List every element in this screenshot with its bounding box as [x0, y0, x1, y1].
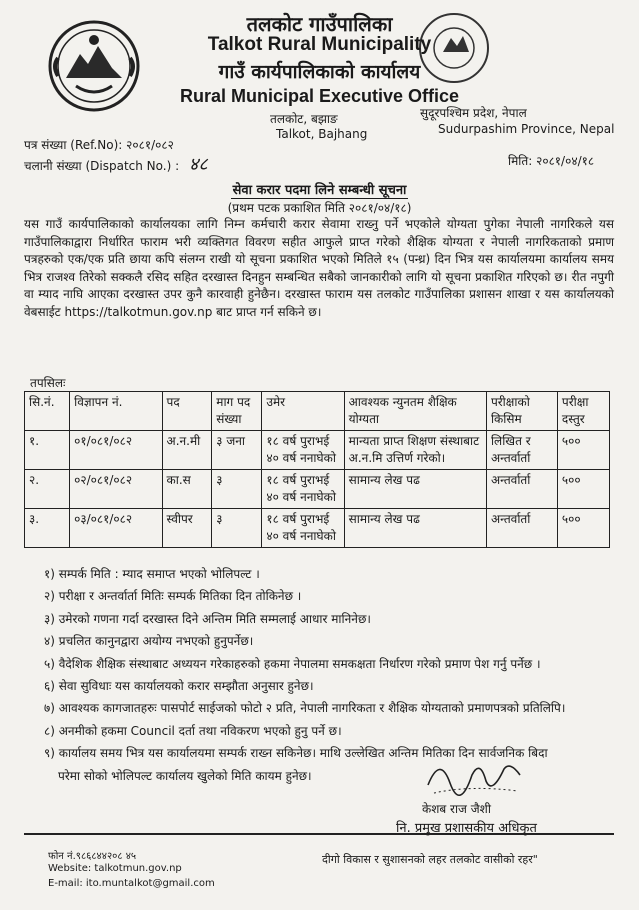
office-name-np: तलकोट गाउँपालिका [246, 12, 393, 36]
notice-date: मिति: २०८१/०४/१८ [508, 154, 595, 168]
note-item: ७) आवश्यक कागजातहरुः पासपोर्ट साईजको फोटो २ प्रति, नेपाली नागरिकता र शैक्षिक योग्यताको प्रमाणपत्रको प्रतिलिपि। [44, 701, 566, 716]
table-row [25, 431, 610, 470]
province-np: सुदूरपश्चिम प्रदेश, नेपाल [420, 106, 527, 120]
note-item: ४) प्रचलित कानुनद्वारा अयोग्य नभएको हुनुपर्नेछ। [44, 634, 254, 649]
exec-office-en: Rural Municipal Executive Office [179, 86, 460, 106]
cell-ad-no: ०१/०८१/०८२ [70, 431, 162, 470]
signature-icon [420, 745, 530, 805]
office-name-en: Talkot Rural Municipality [207, 34, 432, 55]
cell-fee: ५०० [557, 470, 609, 509]
cell-count: ३ [212, 470, 262, 509]
cell-count: ३ [212, 509, 262, 548]
dispatch-label: चलानी संख्या (Dispatch No.) : [24, 159, 180, 173]
dispatch-value: ४८ [188, 154, 208, 175]
note-item: परेमा सोको भोलिपल्ट कार्यालय खुलेको मिति कायम हुनेछ। [58, 768, 312, 783]
note-item: ६) सेवा सुविधाः यस कार्यालयको करार सम्झौता अनुसार हुनेछ। [44, 679, 314, 694]
col-header-fee: परीक्षा दस्तुर [557, 392, 609, 431]
province-en: Sudurpashim Province, Nepal [438, 122, 615, 136]
cell-count: ३ जना [212, 431, 262, 470]
cell-exam-type: अन्तर्वार्ता [486, 470, 557, 509]
col-header-age: उमेर [262, 392, 344, 431]
notice-subtitle: (प्रथम पटक प्रकाशित मिति २०८१/०४/१८) [227, 201, 412, 215]
address-en: Talkot, Bajhang [276, 127, 368, 141]
cell-post: का.स [162, 470, 212, 509]
table-row [25, 470, 610, 509]
col-header-post: पद [162, 392, 212, 431]
col-header-count: माग पद संख्या [212, 392, 262, 431]
footer-phone: फोन नं.९८६८४४२०८ ४५ [48, 851, 137, 862]
cell-post: अ.न.मी [162, 431, 212, 470]
footer-website: Website: talkotmun.gov.np [48, 863, 182, 874]
footer-divider [24, 833, 614, 835]
note-item: १) सम्पर्क मिति : म्याद समाप्त भएको भोलिपल्ट । [44, 567, 260, 581]
cell-fee: ५०० [557, 509, 609, 548]
exec-office-np: गाउँ कार्यपालिकाको कार्यालय [218, 61, 421, 83]
cell-age: १८ वर्ष पुराभई ४० वर्ष ननाघेको [262, 509, 344, 548]
signatory-title: नि. प्रमुख प्रशासकीय अधिकृत [396, 821, 537, 836]
address-np: तलकोट, बझाङ [270, 112, 338, 126]
cell-sn: १. [25, 431, 70, 470]
cell-qualification: सामान्य लेख पढ [344, 470, 486, 509]
notice-body: यस गाउँ कार्यपालिकाको कार्यालयका लागि निम्न कर्मचारी करार सेवामा राख्नु पर्ने भएकोले योग्यता पुगेका नेपाली नागरिकले यस गाउँपालिकाद्वारा निर्धारित फाराम भरी व्यक्तिगत विवरण सहीत आफुले प्राप्त गरेको शैक्षिक योग्यता र नेपाली नागरिकताको प्रमाण पत्रहरुको एक/एक प्रति छाया कपि संलग्न राखी यो सूचना प्रकाशित भएको मितिले १५ (पन्ध्र) दिन भित्र यस कार्यालयमा कार्यालय समय भित्र राजश्व तिरेको सक्कलै रसिद सहित दरखास्त दिनहुन सम्बन्धित सबैको जानकारीको लागि यो सूचना प्रकाशित गरिएको छ। रीत नपुगी वा म्याद नाघि आएका दरखास्त उपर कुनै कारवाही हुनेछैन। दरखास्त फाराम यस तलकोट गाउँपालिका प्रशासन शाखा र यस कार्यालयको वेबसाईट https://talkotmun.gov.np बाट प्राप्त गर्न सकिने छ। [24, 217, 614, 319]
col-header-exam-type: परीक्षाको किसिम [486, 392, 557, 431]
cell-exam-type: लिखित र अन्तर्वार्ता [486, 431, 557, 470]
cell-ad-no: ०३/०८१/०८२ [70, 509, 162, 548]
notice-title: सेवा करार पदमा लिने सम्बन्धी सूचना [232, 183, 407, 198]
cell-age: १८ वर्ष पुराभई ४० वर्ष ननाघेको [262, 431, 344, 470]
ref-number: पत्र संख्या (Ref.No): २०८१/०८२ [24, 138, 174, 152]
cell-qualification: सामान्य लेख पढ [344, 509, 486, 548]
col-header-sn: सि.नं. [25, 392, 70, 431]
note-item: २) परीक्षा र अन्तर्वार्ता मितिः सम्पर्क मितिका दिन तोकिनेछ । [44, 589, 302, 604]
note-item: ५) वैदेशिक शैक्षिक संस्थाबाट अध्ययन गरेकाहरुको हकमा नेपालमा समकक्षता निर्धारण गरेको प्रमाण पेश गर्नु पर्नेछ । [44, 656, 541, 671]
cell-sn: २. [25, 470, 70, 509]
cell-qualification: मान्यता प्राप्त शिक्षण संस्थाबाट अ.न.मि उत्तिर्ण गरेको। [344, 431, 486, 470]
details-label: तपसिलः [30, 376, 66, 390]
cell-ad-no: ०२/०८१/०८२ [70, 470, 162, 509]
table-row [25, 509, 610, 548]
col-header-ad-no: विज्ञापन नं. [70, 392, 162, 431]
cell-fee: ५०० [557, 431, 609, 470]
cell-sn: ३. [25, 509, 70, 548]
vacancy-table [24, 391, 610, 548]
footer-email: E-mail: ito.muntalkot@gmail.com [48, 878, 215, 889]
note-item: ९) कार्यालय समय भित्र यस कार्यालयमा सम्पर्क राख्न सकिनेछ। माथि उल्लेखित अन्तिम मितिका दिन सार्वजनिक बिदा [44, 746, 548, 761]
cell-exam-type: अन्तर्वार्ता [486, 509, 557, 548]
footer-slogan: दीगो विकास र सुशासनको लहर तलकोट वासीको रहर" [322, 853, 538, 866]
table-header-row [25, 392, 610, 431]
note-item: ८) अनमीको हकमा Council दर्ता तथा नविकरण भएको हुनु पर्ने छ। [44, 723, 342, 738]
col-header-qualification: आवश्यक न्युनतम शैक्षिक योग्यता [344, 392, 486, 431]
note-item: ३) उमेरको गणना गर्दा दरखास्त दिने अन्तिम मिति सम्मलाई आधार मानिनेछ। [44, 611, 371, 626]
dispatch-number [24, 152, 208, 176]
signatory-name: केशब राज जैशी [422, 802, 491, 816]
cell-age: १८ वर्ष पुराभई ४० वर्ष ननाघेको [262, 470, 344, 509]
cell-post: स्वीपर [162, 509, 212, 548]
